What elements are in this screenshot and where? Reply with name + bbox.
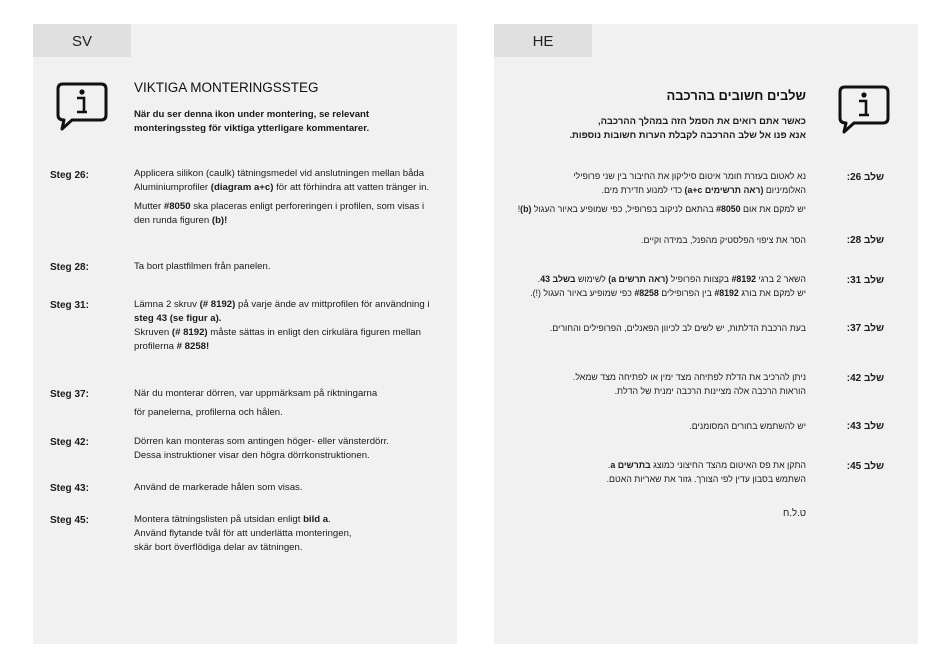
step-text [506,169,806,216]
text-line [506,202,806,216]
text-run-bold: #8192 [731,274,756,284]
text-line [134,260,444,274]
text-run: יש להשתמש בחורים המסומנים. [689,421,806,431]
step-text [134,387,444,420]
text-line [506,169,806,183]
text-run: den runda figuren [134,215,212,226]
text-run: Mutter [134,201,164,212]
text-line [506,286,806,300]
text-line [134,541,444,555]
step-label: שלב 28: [846,235,884,246]
text-run: כדי למנוע חדירת מים. [601,185,685,195]
text-run-bold: steg 43 (se figur a). [134,313,222,324]
step-label: Steg 26: [50,170,89,181]
section-title: VIKTIGA MONTERINGSSTEG [134,80,319,95]
step-text [134,513,444,555]
text-line [506,233,806,247]
text-line [134,435,444,449]
step-label: שלב 43: [846,421,884,432]
step-text [134,481,444,495]
text-line [506,183,806,197]
intro-text [526,114,806,142]
text-run: Applicera silikon (caulk) tätningsmedel vid anslutningen mellan båda [134,168,425,179]
text-line [134,298,444,312]
text-run: בהתאם לניקוב בפרופיל, כפי שמופיע באיור העגול [531,204,717,214]
footer-note: ט.ל.ח [783,508,806,519]
text-run: Dessa instruktioner visar den högra dörrkonstruktionen. [134,450,370,461]
text-line [506,370,806,384]
text-run: הוראות הרכבה אלה מציינות הרכבה ימנית של הדלת. [614,386,806,396]
text-run: יש למקם את אום [740,204,806,214]
text-run: לשימוש [575,274,609,284]
text-line [506,472,806,486]
text-run-bold: (ראה תרשימים a+c) [684,185,764,195]
text-run: האלומיניום [763,185,806,195]
text-run: skär bort överflödiga delar av tätningen. [134,542,303,553]
text-line [134,214,444,228]
text-line [134,200,444,214]
text-line [506,384,806,398]
text-line [506,458,806,472]
text-run: בקצוות הפרופיל [668,274,732,284]
language-tab-sv: SV [33,24,131,57]
text-run: יש למקם את בורג [738,288,806,298]
text-run-bold: # 8258! [176,341,210,352]
step-text [134,167,444,228]
text-run: הסר את ציפוי הפלסטיק מהפנל, במידה וקיים. [641,235,806,245]
step-text [506,370,806,398]
text-run: השתמש בסבון עדין לפי הצורך. גזור את שאריות האטם. [606,474,806,484]
text-run: התקן את פס האיטום מהצד החיצוני כמוצג [650,460,806,470]
step-label: שלב 37: [846,323,884,334]
text-run: ניתן להרכיב את הדלת לפתיחה מצד ימין או לפתיחה מצד שמאל. [572,372,806,382]
text-run-bold: #8050 [163,201,191,212]
text-run: ! [517,204,521,214]
intro-line: monteringssteg för viktiga ytterligare kommentarer. [134,123,370,134]
text-run: השאר 2 ברגי [756,274,806,284]
intro-text [134,108,434,136]
text-line [134,513,444,527]
page-he [494,24,918,644]
text-run: Dörren kan monteras som antingen höger- eller vänsterdörr. [134,436,389,447]
text-run: måste sättas in enligt den cirkulära figuren mellan [207,327,421,338]
step-label: שלב 42: [846,373,884,384]
text-run: på varje ände av mittprofilen för användning i [235,299,430,310]
step-text [506,458,806,486]
text-run-bold: (b) [520,204,532,214]
step-text [506,233,806,247]
text-run-bold: בתרשים a [610,460,651,470]
step-label: Steg 28: [50,262,89,273]
text-run: för panelerna, profilerna och hålen. [134,407,283,418]
text-run-bold: (b)! [211,215,228,226]
text-run-bold: #8050 [716,204,741,214]
step-label: Steg 45: [50,515,89,526]
text-line [134,387,444,401]
text-run-bold: #8258 [634,288,659,298]
step-text [134,298,444,354]
text-run-bold: (# 8192) [199,299,236,310]
text-run: Skruven [134,327,172,338]
text-run: . [537,274,541,284]
text-run: Aluminiumprofiler [134,182,211,193]
step-label: שלב 45: [846,461,884,472]
language-tab-he: HE [494,24,592,57]
text-run-bold: bild a [303,514,329,525]
text-line [506,321,806,335]
step-label: Steg 43: [50,483,89,494]
step-label: שלב 31: [846,275,884,286]
text-run: . [607,460,611,470]
text-run: בעת הרכבת הדלתות, יש לשים לב לכיוון הפאנלים, הפרופילים והחורים. [549,323,806,333]
intro-line: כאשר אתם רואים את הסמל הזה במהלך ההרכבה, [597,115,806,126]
text-run: נא לאטום בעזרת חומר איטום סיליקון את החיבור בין שני פרופילי [573,171,806,181]
step-text [506,321,806,335]
step-text [506,419,806,433]
info-icon [55,81,109,135]
step-text [134,260,444,274]
text-run: ska placeras enligt perforeringen i profilen, som visas i [190,201,425,212]
text-run: כפי שמופיע באיור העגול (!). [530,288,635,298]
text-line [134,527,444,541]
text-line [506,272,806,286]
intro-line: När du ser denna ikon under montering, se relevant [134,109,370,120]
text-run-bold: (# 8192) [171,327,208,338]
text-run-bold: #8192 [714,288,739,298]
text-run-bold: (diagram a+c) [210,182,274,193]
text-run: för att förhindra att vatten tränger in. [273,182,430,193]
text-line [134,326,444,340]
text-run: Montera tätningslisten på utsidan enligt [134,514,304,525]
page-sv [33,24,457,644]
text-run: profilerna [134,341,177,352]
text-run: . [328,514,331,525]
text-run: Lämna 2 skruv [134,299,200,310]
intro-line: אנא פנו אל שלב ההרכבה לקבלת הערות חשובות נוספות. [569,129,806,140]
step-label: Steg 37: [50,389,89,400]
text-run-bold: בשלב 43 [540,274,576,284]
text-run: När du monterar dörren, var uppmärksam på riktningarna [134,388,378,399]
text-run: Använd de markerade hålen som visas. [134,482,303,493]
text-line [134,312,444,326]
text-line [134,167,444,181]
text-line [134,181,444,195]
step-label: שלב 26: [846,172,884,183]
text-run: Ta bort plastfilmen från panelen. [134,261,271,272]
text-run: Använd flytande tvål för att underlätta monteringen, [134,528,352,539]
step-text [134,435,444,463]
text-line [134,449,444,463]
step-text [506,272,806,300]
step-label: Steg 31: [50,300,89,311]
text-line [506,419,806,433]
text-run-bold: (ראה תרשים a) [608,274,669,284]
text-run: בין הפרופילים [658,288,715,298]
text-line [134,340,444,354]
step-label: Steg 42: [50,437,89,448]
info-icon [837,84,891,138]
section-title: שלבים חשובים בהרכבה [666,88,806,103]
text-line [134,406,444,420]
text-line [134,481,444,495]
